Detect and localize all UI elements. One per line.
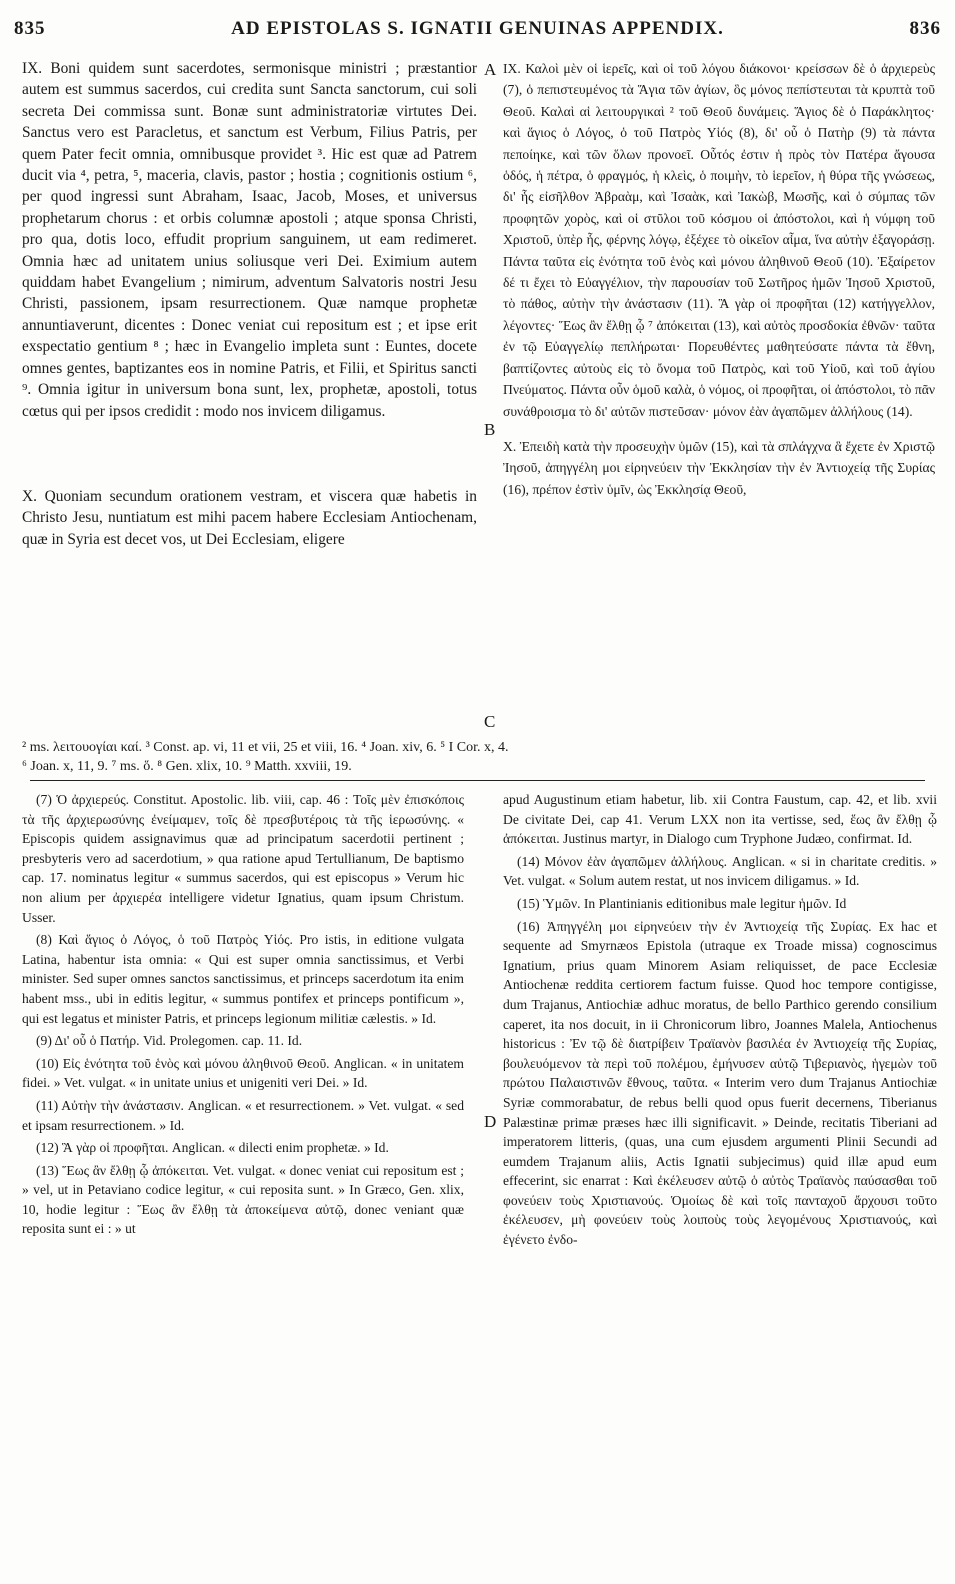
note: (11) Αὐτὴν τὴν ἀνάστασιν. Anglican. « et resurrectionem. » Vet. vulgat. « sed et ipsam resurrectionem. » Id. — [22, 1097, 464, 1133]
greek-section-9: IX. Καλοὶ μὲν οἱ ἱερεῖς, καὶ οἱ τοῦ λόγου διάκονοι· κρείσσων δὲ ὁ ἀρχιερεὺς (7), ὁ πεπιστευμένος τὰ Ἅγια τῶν ἁγίων, ὃς μόνος πεπίστευται τὰ κρυπτὰ τοῦ Θεοῦ. Καλαὶ αἱ λειτουργικαὶ ² τοῦ Θεοῦ δυνάμεις. Ἅγιος δὲ ὁ Παράκλητος· καὶ ἅγιος ὁ Λόγος, ὁ τοῦ Πατρὸς Υἱός (8), δι' οὗ ὁ Πατὴρ (9) τὰ πάντα πεποίηκε, καὶ τῶν ὅλων προνοεῖ. Οὗτός ἐστιν ἡ πρὸς τὸν Πατέρα ἄγουσα ὁδός, ἡ πέτρα, ὁ φραγμός, ἡ κλεὶς, ὁ ποιμὴν, τὸ ἱερεῖον, ἡ θύρα τῆς γνώσεως, δι' ἧς εἰσῆλθον Ἀβραὰμ, καὶ Ἰσαὰκ, καὶ Ἰακὼβ, Μωσῆς, καὶ ὁ σύμπας τῶν προφητῶν χορὸς, καὶ οἱ στῦλοι τοῦ κόσμου οἱ ἀπόστολοι, καὶ ἡ νύμφη τοῦ Χριστοῦ, ὑπὲρ ἧς, φέρνης λόγῳ, ἐξέχεε τὸ οἰκεῖον αἷμα, ἵνα αὐτὴν ἐξαγοράσῃ. Πάντα ταῦτα εἰς ἑνότητα τοῦ ἑνὸς καὶ μόνου ἀληθινοῦ Θεοῦ (10). Ἐξαίρετον δέ τι ἔχει τὸ Εὐαγγέλιον, τὴν παρουσίαν τοῦ Σωτῆρος ἡμῶν Ἰησοῦ Χριστοῦ, τὸ πάθος, αὐτὴν τὴν ἀνάστασιν (11). Ἃ γὰρ οἱ προφῆται (12) κατήγγελλον, λέγοντες· Ἕως ἂν ἔλθῃ ᾧ ⁷ ἀπόκειται (13), καὶ αὐτὸς προσδοκία ἐθνῶν· ταῦτα ἐν τῷ Εὐαγγελίῳ πεπλήρωται· Πορευθέντες μαθητεύσατε πάντα τὰ ἔθνη, βαπτίζοντες αὐτοὺς εἰς τὸ ὄνομα τοῦ Πατρὸς, καὶ τοῦ Υἱοῦ, καὶ τοῦ ἁγίου Πνεύματος. Πάντα οὖν ὁμοῦ καλὰ, ὁ νόμος, οἱ προφῆται, οἱ ἀπόστολοι, τὸ πᾶν συνάθροισμα τὸ δι' αὐτῶν πιστεῦσαν· μόνον ἐὰν ἀγαπῶμεν ἀλλήλους (14). — [503, 61, 935, 419]
left-page-number: 835 — [14, 18, 46, 39]
scripture-references — [22, 738, 935, 776]
reference-line: ⁶ Joan. x, 11, 9. ⁷ ms. ὅ. ⁸ Gen. xlix, 10. ⁹ Matth. xxviii, 19. — [22, 759, 352, 774]
note: (9) Δι' οὗ ὁ Πατήρ. Vid. Prolegomen. cap. 11. Id. — [36, 1033, 303, 1049]
margin-letter-b: B — [484, 420, 496, 439]
running-header — [14, 18, 941, 42]
margin-letter-d: D — [484, 1112, 497, 1131]
note: (12) Ἃ γὰρ οἱ προφῆται. Anglican. « dilecti enim prophetæ. » Id. — [36, 1140, 389, 1156]
latin-section-9: IX. Boni quidem sunt sacerdotes, sermonisque ministri ; præstantior autem est summus sacerdos, cui credita sunt Sancta sanctorum, cui soli secreta Dei commissa sunt. Bonæ sunt administratoriæ virtutes Dei. Sanctus vero est Paracletus, et sanctum est Verbum, Filius Patris, per quem Pater fecit omnia, omnibusque providet ³. Hic est quæ ad Patrem ducit via ⁴, petra, ⁵, maceria, clavis, pastor ; hostia ; cognitionis ostium ⁶, per quod ingressi sunt Abraham, Isaac, Jacob, Moses, et universus prophetarum chorus : et orbis columnæ apostoli ; atque sponsa Christi, pro qua, dotis loco, effudit proprium sanguinem, ut eam redimeret. Omnia hæc ad unitatem unius soliusque veri Dei. Eximium autem quiddam habet Evangelium ; nimirum, adventum Salvatoris nostri Jesu Christi, passionem, ipsam resurrectionem. Quæ namque prophetæ annuntiaverunt, dicentes : Donec veniat cui repositum est ; et ipse erit exspectatio gentium ⁸ ; hæc in Evangelio impleta sunt : Euntes, docete omnes gentes, baptizantes eos in nomine Patris, et Filii, et Spiritus sancti ⁹. Omnia igitur in universum bona sunt, lex, prophetæ, apostoli, totus cœtus qui per ipsos credidit : modo nos invicem diligamus. — [22, 60, 477, 420]
notes-left-column — [22, 790, 464, 1242]
right-page-number: 836 — [909, 18, 941, 39]
note: apud Augustinum etiam habetur, lib. xii Contra Faustum, cap. 42, et lib. xvii De civitate Dei, cap 41. Verum LXX non ita vertisse, sed, ἕως ἂν ἔλθῃ ᾧ ἀπόκειται. Justinus martyr, in Dialogo cum Tryphone Judæo, confirmat. Id. — [503, 792, 937, 847]
latin-column — [22, 58, 477, 550]
notes-right-column — [503, 790, 937, 1253]
note: (16) Ἀπηγγέλη μοι εἰρηνεύειν τὴν ἐν Ἀντιοχείᾳ τῆς Συρίας. Ex hac et sequente ad Smyrnæos Epistola (utraque ex Troade missa) cognoscimus Ignatium, prius quam Minorem Asiam reliquisset, de pace Ecclesiæ Antiochenæ reddita certiorem factum fuisse. Quod hoc tempore contigisse, dum Trajanus, Antiochiæ adhuc moratus, de bello Parthico gerendo consilium caperet, ita nos docuit, in ii Chronicorum libro, Joannes Malela, Antiochenus historicus : Ἐν τῷ δὲ διατρίβειν Τραϊανὸν βασιλέα ἐν Ἀντιοχείᾳ τῆς Συρίας, βουλευόμενον τὰ περὶ τοῦ πολέμου, ἐμήνυσεν αὐτῷ Τιβεριανὸς, ἡγεμὼν τοῦ πρώτου Παλαιστινῶν ἔθνους, ταῦτα. « Interim vero dum Trajanus Antiochiæ Syriæ commorabatur, de rebus belli quod opus fuerit decernens, Tiberianus Palæstinæ primæ præses hæc illi significavit. » Deinde, recitatis Tiberiani ad imperatorem litteris, (quas, una cum ejusdem argumenti Plinii Secundi ad eumdem Trajanum aliis, Actis Ignatii subjecimus) quid illæ apud eum effecerint, sic enarrat : Καὶ ἐκέλευσεν αὐτῷ ὁ αὐτὸς Τραϊανὸς παύσασθαι τοῦ φονεύειν τοὺς Χριστιανούς. Ὁμοίως δὲ καὶ τοῖς πανταχοῦ ἄρχουσι τοῦτο ἐκέλευσεν, μὴ φονεύειν τοὺς λοιποὺς τοὺς λεγομένους Χριστιανούς, καὶ ἐγένετο ἐνδο- — [503, 918, 937, 1248]
greek-column — [503, 58, 935, 500]
note: (14) Μόνον ἐὰν ἀγαπῶμεν ἀλλήλους. Anglican. « si in charitate creditis. » Vet. vulgat. « Solum autem restat, ut nos invicem diligamus. » Id. — [503, 853, 937, 889]
reference-line: ² ms. λειτουογίαι καί. ³ Const. ap. vi, 11 et vii, 25 et viii, 16. ⁴ Joan. xiv, 6. ⁵ I Cor. x, 4. — [22, 740, 509, 755]
note: (7) Ὁ ἀρχιερεύς. Constitut. Apostolic. lib. viii, cap. 46 : Τοῖς μὲν ἐπισκόποις τὰ τῆς ἀρχιερωσύνης ἐνείμαμεν, τοῖς δὲ πρεσβυτέροις τὰ τῆς ἱερωσύνης. « Episcopis quidem assignavimus quæ ad principatum sacerdotii pertinent ; presbyteris vero ad sacerdotium, » qua ratione apud Tertullianum, De baptismo cap. 17. nominatus legitur « summus sacerdos, qui est episcopus » Verum hic non alium per ἀρχιερέα intelligere videtur Ignatius, quam ipsum Christum. Usser. — [22, 792, 464, 925]
notes-divider — [30, 780, 925, 781]
note: (8) Καὶ ἅγιος ὁ Λόγος, ὁ τοῦ Πατρὸς Υἱός. Pro istis, in editione vulgata Latina, habentur ista omnia: « Qui est super omnia sanctissimus, et Verbi minister. Sed super omnes sanctos sanctissimus, et princeps sacerdotum ita enim habent mss., ubi in editis legitur, « summus pontifex et princeps pontificum », qui est legatus et minister Patris, et princeps legionum militiæ cælestis. » Id. — [22, 932, 464, 1026]
note: (15) Ὑμῶν. In Plantinianis editionibus male legitur ἡμῶν. Id — [517, 895, 847, 911]
margin-letter-a: A — [484, 60, 497, 79]
note: (10) Εἰς ἑνότητα τοῦ ἑνὸς καὶ μόνου ἀληθινοῦ Θεοῦ. Anglican. « in unitatem fidei. » Vet. vulgat. « in unitate unius et unigeniti veri Dei. » Id. — [22, 1055, 464, 1091]
greek-section-10: X. Ἐπειδὴ κατὰ τὴν προσευχὴν ὑμῶν (15), καὶ τὰ σπλάγχνα ἃ ἔχετε ἐν Χριστῷ Ἰησοῦ, ἀπηγγέλη μοι εἰρηνεύειν τὴν Ἐκκλησίαν τὴν ἐν Ἀντιοχείᾳ τῆς Συρίας (16), πρέπον ἐστὶν ὑμῖν, ὡς Ἐκκλησίᾳ Θεοῦ, — [503, 438, 935, 497]
note: (13) Ἕως ἂν ἔλθῃ ᾧ ἀπόκειται. Vet. vulgat. « donec veniat cui repositum est ; » vel, ut in Petaviano codice legitur, « cui reposita sunt. » In Græco, Gen. xlix, 10, hodie legitur : Ἕως ἂν ἔλθῃ τὰ ἀποκείμενα αὐτῷ, donec veniant quæ reposita sunt ei : » ut — [22, 1162, 464, 1237]
latin-section-10: X. Quoniam secundum orationem vestram, et viscera quæ habetis in Christo Jesu, nuntiatum est mihi pacem habere Ecclesiam Antiochenam, quæ in Syria est decet vos, ut Dei Ecclesiam, eligere — [22, 487, 477, 548]
running-title: AD EPISTOLAS S. IGNATII GENUINAS APPENDIX. — [231, 18, 724, 39]
margin-letter-c: C — [484, 712, 496, 731]
